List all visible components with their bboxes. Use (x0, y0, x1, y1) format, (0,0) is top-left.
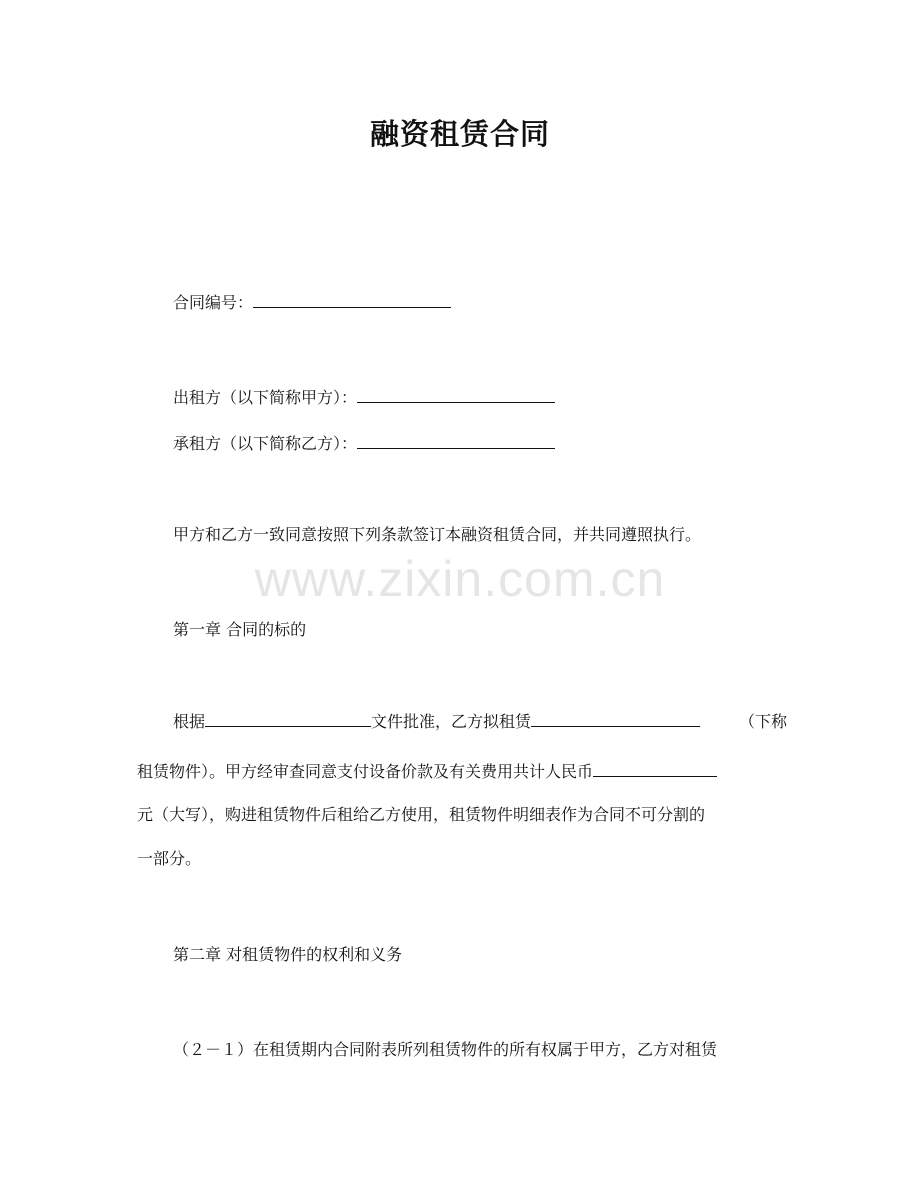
document-title: 融资租赁合同 (369, 117, 550, 151)
contract-number-blank (253, 291, 451, 308)
paragraph-row-4: 一部分。 (137, 849, 202, 868)
lessor-label: 出租方（以下简称甲方）： (173, 388, 358, 407)
contract-number-line (173, 291, 451, 313)
contract-number-label: 合同编号： (173, 293, 254, 312)
chapter-1-heading: 第一章 合同的标的 (173, 620, 307, 639)
lessee-line (173, 432, 555, 454)
intro-paragraph: 甲方和乙方一致同意按照下列条款签订本融资租赁合同，并共同遵照执行。 (173, 525, 702, 544)
watermark: www.zixin.com.cn (254, 551, 666, 607)
paragraph-row-1: 根据 文件批准，乙方拟租赁 （下称 (173, 712, 787, 731)
clause-2-1: （２－１）在租赁期内合同附表所列租赁物件的所有权属于甲方，乙方对租赁 (173, 1040, 718, 1059)
paragraph-row-3: 元（大写），购进租赁物件后租给乙方使用，租赁物件明细表作为合同不可分割的 (137, 805, 706, 824)
lessor-line (173, 386, 555, 408)
lessor-blank (357, 386, 555, 403)
amount-blank (593, 760, 717, 777)
chapter-2-heading: 第二章 对租赁物件的权利和义务 (173, 945, 403, 964)
approval-document-blank (205, 710, 371, 727)
lessee-label: 承租方（以下简称乙方）： (173, 434, 358, 453)
paragraph-row-2: 租赁物件）。甲方经审查同意支付设备价款及有关费用共计人民币 (137, 760, 787, 784)
lessee-blank (357, 432, 555, 449)
leased-item-blank (531, 710, 700, 727)
